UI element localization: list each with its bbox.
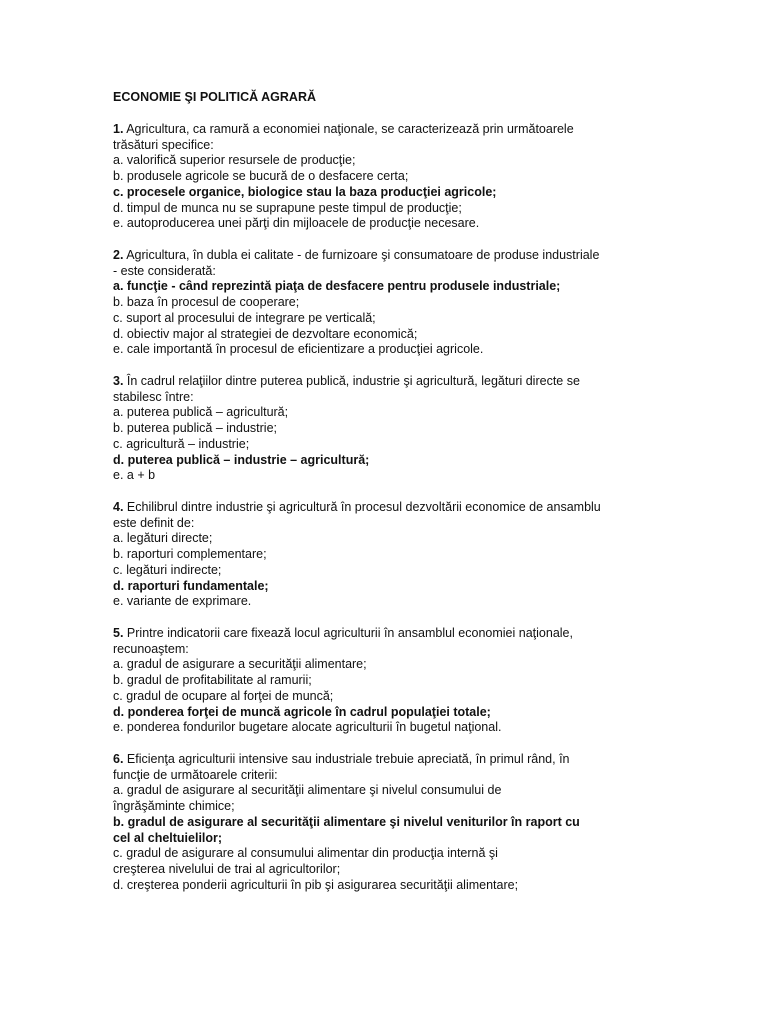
question-stem-text: Printre indicatorii care fixează locul agriculturii în ansamblul economiei naţionale, (123, 625, 573, 640)
question-3 (113, 374, 733, 484)
answer-option: a. puterea publică – agricultură; (113, 405, 289, 420)
question-stem-text: Echilibrul dintre industrie şi agricultură în procesul dezvoltării economice de ansamblu (123, 499, 601, 514)
answer-option-correct: a. funcţie - când reprezintă piaţa de desfacere pentru produsele industriale; (113, 279, 561, 294)
answer-option: e. variante de exprimare. (113, 594, 252, 609)
answer-option: d. creşterea ponderii agriculturii în pib şi asigurarea securităţii alimentare; (113, 877, 519, 892)
question-number: 6. (113, 751, 124, 766)
question-stem-line (113, 248, 733, 264)
answer-option: d. obiectiv major al strategiei de dezvoltare economică; (113, 326, 418, 341)
answer-option: b. raporturi complementare; (113, 547, 267, 561)
answer-option-correct: b. gradul de asigurare al securităţii alimentare şi nivelul veniturilor în raport cu (113, 814, 580, 829)
answer-option: e. autoproducerea unei părţi din mijloacele de producţie necesare. (113, 216, 480, 231)
answer-option: creşterea nivelului de trai al agricultorilor; (113, 862, 341, 876)
question-stem-line (113, 138, 733, 154)
question-6 (113, 752, 733, 894)
document-page (113, 90, 733, 909)
question-stem-text: este definit de: (113, 515, 195, 530)
answer-option-correct: c. procesele organice, biologice stau la baza producţiei agricole; (113, 184, 497, 199)
question-stem-line (113, 390, 733, 406)
question-2 (113, 248, 733, 358)
question-stem-text: Agricultura, în dubla ei calitate - de furnizoare şi consumatoare de produse industriale (123, 247, 600, 262)
question-stem-text: funcţie de următoarele criterii: (113, 767, 278, 782)
question-stem-text: - este considerată: (113, 263, 216, 278)
question-number: 5. (113, 625, 124, 640)
answer-option: e. a + b (113, 468, 156, 483)
answer-option: e. ponderea fondurilor bugetare alocate agriculturii în bugetul naţional. (113, 720, 502, 735)
question-stem-line (113, 122, 733, 138)
answer-option: c. agricultură – industrie; (113, 436, 250, 451)
question-stem-text: trăsături specifice: (113, 137, 214, 152)
answer-option: c. gradul de ocupare al forţei de muncă; (113, 688, 334, 703)
answer-option: b. puterea publică – industrie; (113, 421, 277, 435)
question-list (113, 122, 733, 894)
question-stem-line (113, 642, 733, 658)
question-stem-line (113, 374, 733, 390)
question-stem-line (113, 264, 733, 280)
answer-option: c. legături indirecte; (113, 562, 222, 577)
question-number: 3. (113, 373, 124, 388)
answer-option: a. valorifică superior resursele de producţie; (113, 153, 356, 168)
question-stem-line (113, 626, 733, 642)
question-1 (113, 122, 733, 232)
answer-option-correct: d. ponderea forţei de muncă agricole în cadrul populaţiei totale; (113, 704, 491, 719)
document-title: ECONOMIE ŞI POLITICĂ AGRARĂ (113, 90, 317, 104)
question-stem-text: recunoaştem: (113, 641, 189, 656)
answer-option: a. gradul de asigurare a securităţii alimentare; (113, 657, 367, 672)
question-number: 1. (113, 121, 124, 136)
answer-option: b. produsele agricole se bucură de o desfacere certa; (113, 169, 409, 183)
question-4 (113, 500, 733, 610)
answer-option: c. suport al procesului de integrare pe verticală; (113, 310, 376, 325)
answer-option: b. gradul de profitabilitate al ramurii; (113, 673, 312, 687)
question-stem-line (113, 516, 733, 532)
answer-option: a. gradul de asigurare al securităţii alimentare şi nivelul consumului de (113, 783, 502, 798)
question-stem-line (113, 752, 733, 768)
question-stem-text: stabilesc între: (113, 389, 194, 404)
question-stem-text: Eficienţa agriculturii intensive sau industriale trebuie apreciată, în primul rând, în (123, 751, 570, 766)
question-number: 4. (113, 499, 124, 514)
question-stem-text: Agricultura, ca ramură a economiei naţionale, se caracterizează prin următoarele (123, 121, 574, 136)
answer-option: a. legături directe; (113, 531, 213, 546)
question-stem-text: În cadrul relaţiilor dintre puterea publică, industrie şi agricultură, legături directe se (123, 373, 580, 388)
answer-option-correct: d. puterea publică – industrie – agricultură; (113, 452, 370, 467)
answer-option: e. cale importantă în procesul de eficientizare a producţiei agricole. (113, 342, 484, 357)
question-stem-line (113, 768, 733, 784)
answer-option-correct: d. raporturi fundamentale; (113, 578, 269, 593)
answer-option: c. gradul de asigurare al consumului alimentar din producţia internă şi (113, 846, 498, 861)
answer-option: îngrăşăminte chimice; (113, 799, 235, 813)
answer-option: b. baza în procesul de cooperare; (113, 295, 300, 309)
question-stem-line (113, 500, 733, 516)
question-5 (113, 626, 733, 736)
question-number: 2. (113, 247, 124, 262)
answer-option-correct: cel al cheltuielilor; (113, 830, 223, 845)
answer-option: d. timpul de munca nu se suprapune peste timpul de producţie; (113, 200, 462, 215)
